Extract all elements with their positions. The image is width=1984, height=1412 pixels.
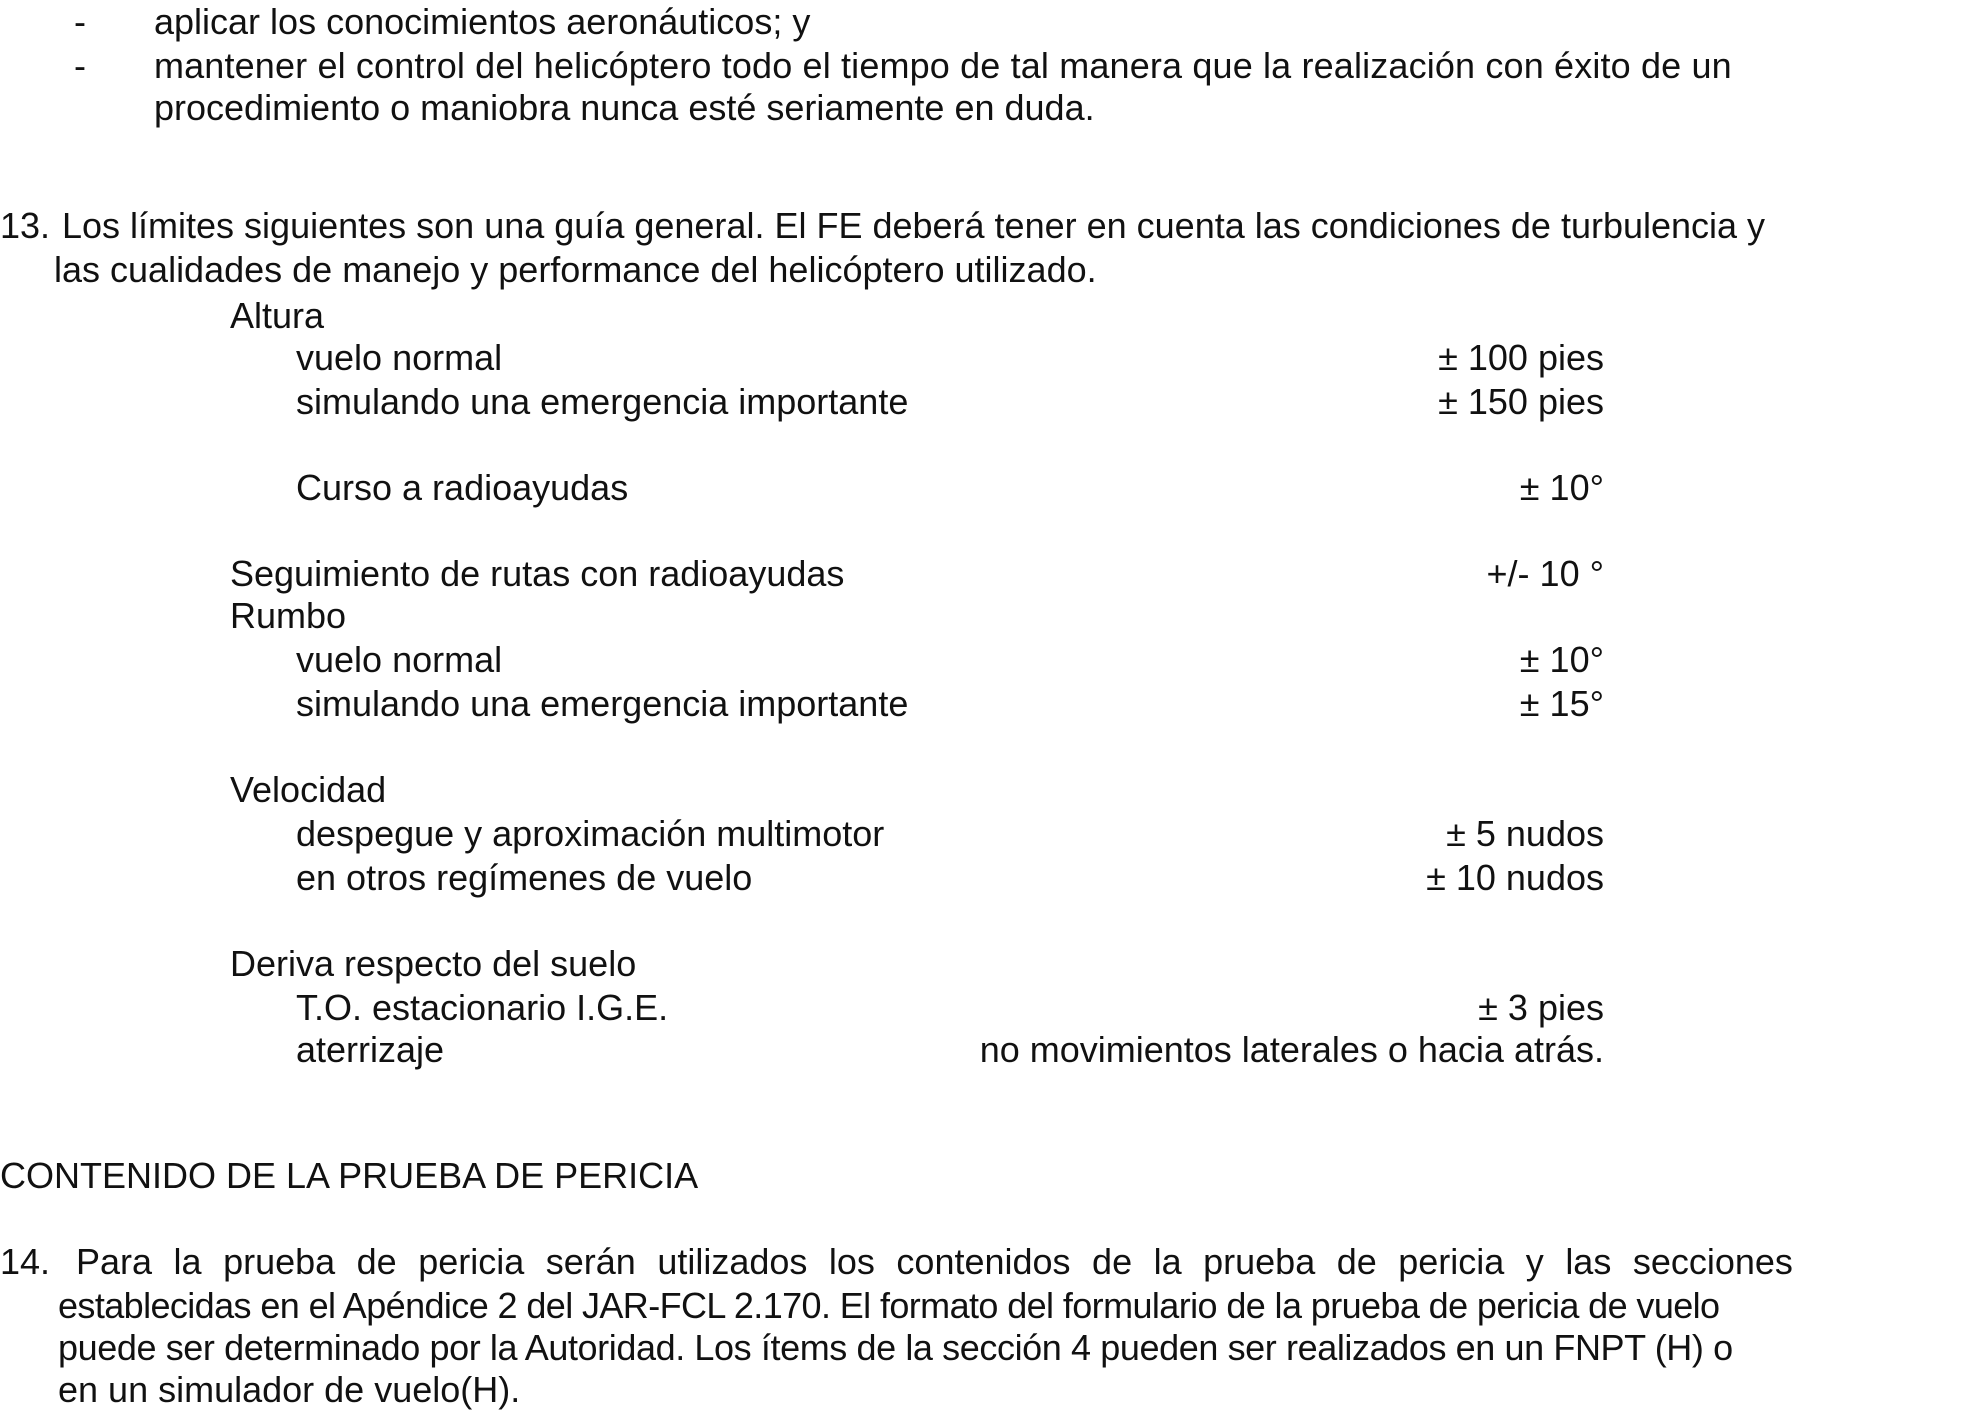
paragraph-text: puede ser determinado por la Autoridad. Los ítems de la sección 4 pueden ser realizados en un FNPT (H) o	[58, 1327, 1733, 1368]
limit-value: ± 10 nudos	[1426, 857, 1604, 898]
limit-label: Curso a radioayudas	[296, 467, 629, 508]
limit-value: ± 100 pies	[1438, 337, 1604, 378]
section-heading: CONTENIDO DE LA PRUEBA DE PERICIA	[0, 1155, 699, 1196]
list-dash: -	[74, 45, 86, 86]
limit-group-heading: Rumbo	[230, 595, 347, 636]
paragraph-number: 13.	[0, 205, 51, 246]
limit-row	[0, 986, 1604, 1030]
limit-row	[0, 380, 1604, 424]
limit-row	[0, 466, 1604, 510]
limit-row	[0, 856, 1604, 900]
list-item: aplicar los conocimientos aeronáuticos; y	[154, 1, 811, 42]
limit-label: en otros regímenes de vuelo	[296, 857, 753, 898]
paragraph-text: las cualidades de manejo y performance del helicóptero utilizado.	[54, 249, 1097, 290]
paragraph-text: Para la prueba de pericia serán utilizados los contenidos de la prueba de pericia y las secciones	[76, 1241, 1793, 1282]
list-dash: -	[74, 1, 86, 42]
paragraph-number: 14.	[0, 1241, 51, 1282]
limit-label: aterrizaje	[296, 1029, 445, 1070]
paragraph-text: establecidas en el Apéndice 2 del JAR-FCL 2.170. El formato del formulario de la prueba de pericia de vuelo	[58, 1285, 1720, 1326]
limit-group-heading: Velocidad	[230, 769, 387, 810]
limit-group-heading: Altura	[230, 295, 325, 336]
limit-row	[0, 812, 1604, 856]
paragraph-text: en un simulador de vuelo(H).	[58, 1369, 521, 1410]
list-item: mantener el control del helicóptero todo el tiempo de tal manera que la realización con éxito de un	[154, 45, 1732, 86]
limit-value: no movimientos laterales o hacia atrás.	[979, 1029, 1604, 1070]
limit-value: ± 15°	[1519, 683, 1604, 724]
limit-row	[0, 336, 1604, 380]
limit-label: simulando una emergencia importante	[296, 381, 909, 422]
limit-value: ± 5 nudos	[1446, 813, 1604, 854]
list-item-continuation: procedimiento o maniobra nunca esté seriamente en duda.	[154, 87, 1095, 128]
limit-value: ± 3 pies	[1478, 987, 1604, 1028]
limit-value: ± 10°	[1519, 467, 1604, 508]
limit-label: despegue y aproximación multimotor	[296, 813, 885, 854]
limit-label: simulando una emergencia importante	[296, 683, 909, 724]
limit-value: +/- 10 °	[1486, 553, 1604, 594]
limit-label: vuelo normal	[296, 337, 503, 378]
limit-label: vuelo normal	[296, 639, 503, 680]
limit-row	[0, 552, 1604, 596]
limit-value: ± 150 pies	[1438, 381, 1604, 422]
limit-row	[0, 682, 1604, 726]
limit-row	[0, 638, 1604, 682]
paragraph-text: Los límites siguientes son una guía general. El FE deberá tener en cuenta las condiciones de turbulencia y	[62, 205, 1766, 246]
limit-value: ± 10°	[1519, 639, 1604, 680]
limit-group-heading: Deriva respecto del suelo	[230, 943, 637, 984]
limit-label: T.O. estacionario I.G.E.	[296, 987, 669, 1028]
limit-label: Seguimiento de rutas con radioayudas	[230, 553, 845, 594]
limit-row	[0, 1028, 1604, 1072]
